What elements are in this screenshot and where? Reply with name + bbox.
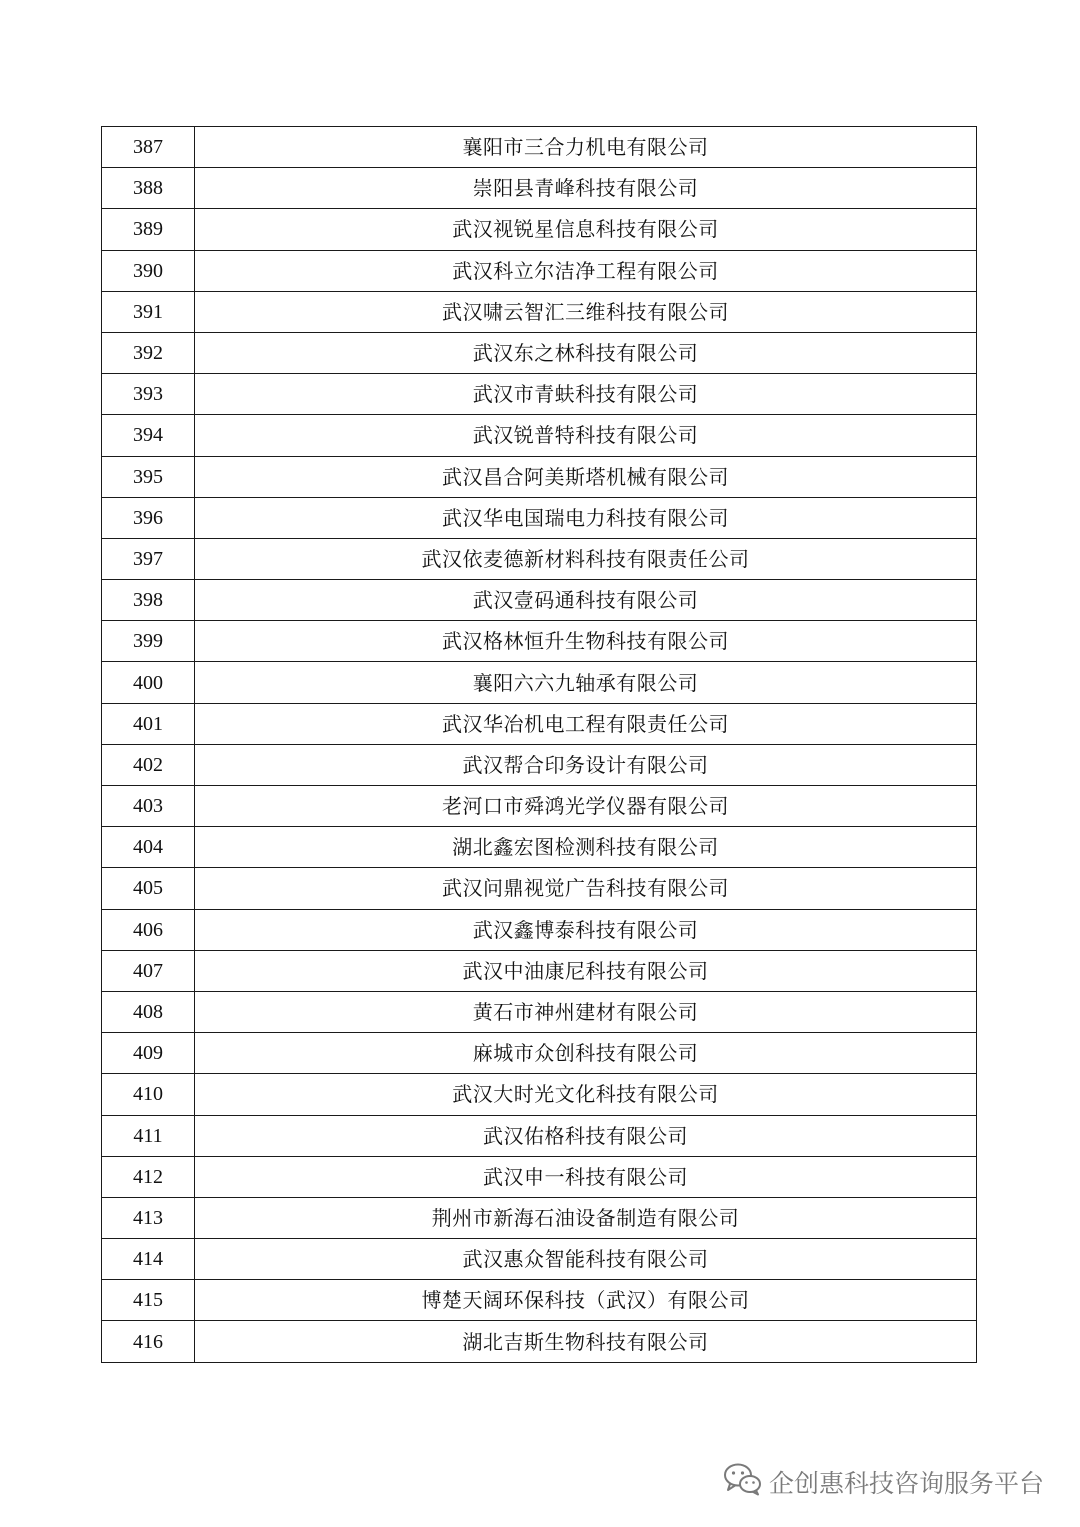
- table-row: [102, 332, 977, 373]
- table-row: [102, 909, 977, 950]
- table-body: [102, 127, 977, 1363]
- row-number-cell: 411: [102, 1115, 195, 1156]
- company-name-cell: 襄阳市三合力机电有限公司: [195, 127, 977, 168]
- wechat-icon: [723, 1462, 763, 1502]
- row-number-cell: 398: [102, 580, 195, 621]
- row-number-cell: 400: [102, 662, 195, 703]
- table-row: [102, 950, 977, 991]
- table-row: [102, 662, 977, 703]
- row-number-cell: 390: [102, 250, 195, 291]
- row-number-cell: 387: [102, 127, 195, 168]
- row-number-cell: 413: [102, 1197, 195, 1238]
- table-row: [102, 1280, 977, 1321]
- table-row: [102, 1321, 977, 1362]
- company-name-cell: 武汉帮合印务设计有限公司: [195, 744, 977, 785]
- table-row: [102, 1115, 977, 1156]
- company-name-cell: 武汉科立尔洁净工程有限公司: [195, 250, 977, 291]
- company-name-cell: 崇阳县青峰科技有限公司: [195, 168, 977, 209]
- table-row: [102, 209, 977, 250]
- company-name-cell: 武汉市青蚨科技有限公司: [195, 374, 977, 415]
- table-row: [102, 497, 977, 538]
- company-name-cell: 武汉惠众智能科技有限公司: [195, 1239, 977, 1280]
- row-number-cell: 396: [102, 497, 195, 538]
- row-number-cell: 416: [102, 1321, 195, 1362]
- table-row: [102, 127, 977, 168]
- company-name-cell: 博楚天阔环保科技（武汉）有限公司: [195, 1280, 977, 1321]
- row-number-cell: 415: [102, 1280, 195, 1321]
- row-number-cell: 404: [102, 827, 195, 868]
- company-name-cell: 武汉锐普特科技有限公司: [195, 415, 977, 456]
- watermark: [723, 1462, 1044, 1502]
- row-number-cell: 399: [102, 621, 195, 662]
- table-row: [102, 1197, 977, 1238]
- company-name-cell: 湖北鑫宏图检测科技有限公司: [195, 827, 977, 868]
- table-row: [102, 1074, 977, 1115]
- table-row: [102, 580, 977, 621]
- table-row: [102, 1239, 977, 1280]
- row-number-cell: 391: [102, 291, 195, 332]
- company-name-cell: 武汉问鼎视觉广告科技有限公司: [195, 868, 977, 909]
- company-name-cell: 武汉依麦德新材料科技有限责任公司: [195, 538, 977, 579]
- company-name-cell: 武汉壹码通科技有限公司: [195, 580, 977, 621]
- company-name-cell: 武汉中油康尼科技有限公司: [195, 950, 977, 991]
- row-number-cell: 393: [102, 374, 195, 415]
- company-name-cell: 武汉大时光文化科技有限公司: [195, 1074, 977, 1115]
- company-name-cell: 武汉华冶机电工程有限责任公司: [195, 703, 977, 744]
- row-number-cell: 401: [102, 703, 195, 744]
- row-number-cell: 406: [102, 909, 195, 950]
- row-number-cell: 409: [102, 1033, 195, 1074]
- table-row: [102, 621, 977, 662]
- table-row: [102, 703, 977, 744]
- watermark-text: 企创惠科技咨询服务平台: [768, 1469, 1044, 1498]
- table-row: [102, 456, 977, 497]
- row-number-cell: 405: [102, 868, 195, 909]
- table-row: [102, 1156, 977, 1197]
- row-number-cell: 394: [102, 415, 195, 456]
- table-row: [102, 291, 977, 332]
- company-name-cell: 武汉华电国瑞电力科技有限公司: [195, 497, 977, 538]
- company-name-cell: 武汉佑格科技有限公司: [195, 1115, 977, 1156]
- company-name-cell: 黄石市神州建材有限公司: [195, 991, 977, 1032]
- table-row: [102, 868, 977, 909]
- table-row: [102, 168, 977, 209]
- row-number-cell: 403: [102, 786, 195, 827]
- company-name-cell: 荆州市新海石油设备制造有限公司: [195, 1197, 977, 1238]
- company-name-cell: 武汉东之林科技有限公司: [195, 332, 977, 373]
- company-name-cell: 武汉视锐星信息科技有限公司: [195, 209, 977, 250]
- row-number-cell: 414: [102, 1239, 195, 1280]
- row-number-cell: 402: [102, 744, 195, 785]
- table-row: [102, 538, 977, 579]
- row-number-cell: 389: [102, 209, 195, 250]
- table-row: [102, 374, 977, 415]
- table-row: [102, 827, 977, 868]
- row-number-cell: 395: [102, 456, 195, 497]
- company-name-cell: 老河口市舜鸿光学仪器有限公司: [195, 786, 977, 827]
- row-number-cell: 407: [102, 950, 195, 991]
- row-number-cell: 410: [102, 1074, 195, 1115]
- company-name-cell: 襄阳六六九轴承有限公司: [195, 662, 977, 703]
- company-name-cell: 武汉鑫博泰科技有限公司: [195, 909, 977, 950]
- row-number-cell: 397: [102, 538, 195, 579]
- company-list-table: [101, 126, 977, 1363]
- company-name-cell: 武汉申一科技有限公司: [195, 1156, 977, 1197]
- company-name-cell: 湖北吉斯生物科技有限公司: [195, 1321, 977, 1362]
- company-name-cell: 麻城市众创科技有限公司: [195, 1033, 977, 1074]
- company-name-cell: 武汉昌合阿美斯塔机械有限公司: [195, 456, 977, 497]
- company-name-cell: 武汉格林恒升生物科技有限公司: [195, 621, 977, 662]
- table-row: [102, 786, 977, 827]
- row-number-cell: 392: [102, 332, 195, 373]
- row-number-cell: 412: [102, 1156, 195, 1197]
- table-row: [102, 415, 977, 456]
- table-row: [102, 991, 977, 1032]
- table-row: [102, 744, 977, 785]
- row-number-cell: 408: [102, 991, 195, 1032]
- row-number-cell: 388: [102, 168, 195, 209]
- table-row: [102, 1033, 977, 1074]
- table-row: [102, 250, 977, 291]
- company-name-cell: 武汉啸云智汇三维科技有限公司: [195, 291, 977, 332]
